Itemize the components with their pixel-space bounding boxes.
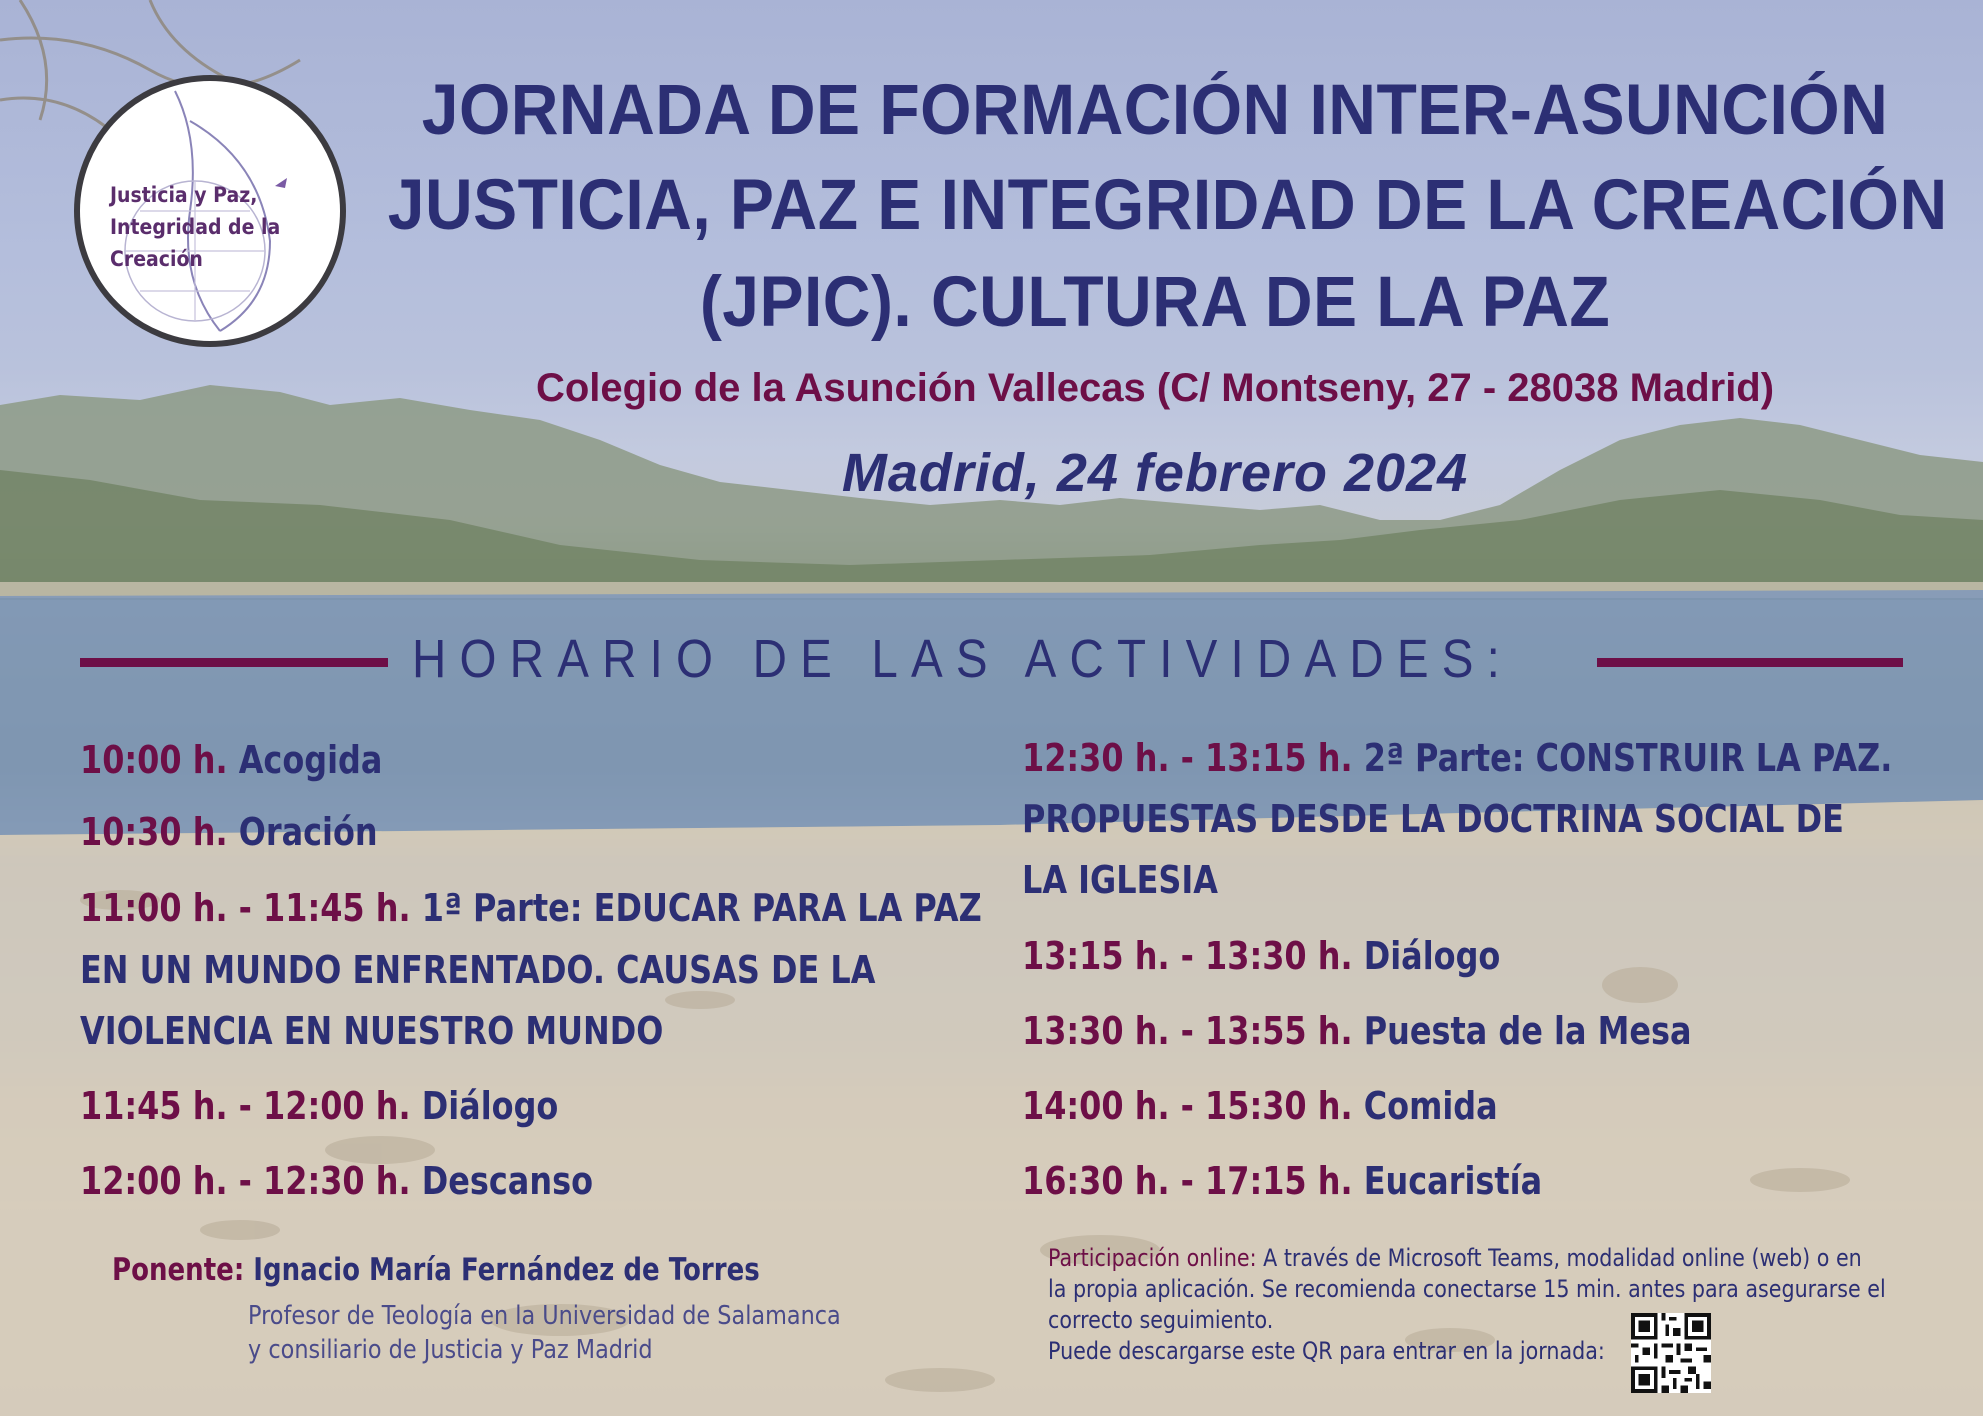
schedule-label-continued: LA IGLESIA <box>1022 858 1218 902</box>
schedule-label: 2ª Parte: CONSTRUIR LA PAZ. <box>1363 736 1893 780</box>
logo-text <box>110 179 280 275</box>
schedule-time: 11:00 h. - 11:45 h. <box>80 886 411 930</box>
schedule-time: 12:00 h. - 12:30 h. <box>80 1159 411 1203</box>
schedule-time: 16:30 h. - 17:15 h. <box>1022 1159 1353 1203</box>
online-line-1 <box>1048 1244 1862 1272</box>
schedule-label-continued: EN UN MUNDO ENFRENTADO. CAUSAS DE LA <box>80 948 876 992</box>
online-text-2: la propia aplicación. Se recomienda conectarse 15 min. antes para asegurarse el <box>1048 1275 1886 1303</box>
speaker-role-line-2: y consiliario de Justicia y Paz Madrid <box>248 1335 653 1365</box>
speaker-prefix: Ponente: <box>112 1252 245 1288</box>
schedule-item <box>1022 926 1500 987</box>
online-text-1: A través de Microsoft Teams, modalidad online (web) o en <box>1263 1244 1862 1272</box>
schedule-time: 10:30 h. <box>80 810 228 854</box>
schedule-time: 14:00 h. - 15:30 h. <box>1022 1084 1353 1128</box>
schedule-time: 13:15 h. - 13:30 h. <box>1022 934 1353 978</box>
schedule-label: Eucaristía <box>1363 1159 1543 1203</box>
schedule-label: Diálogo <box>1363 934 1501 978</box>
logo-line-1: Justicia y Paz, <box>110 183 258 207</box>
schedule-time: 12:30 h. - 13:15 h. <box>1022 736 1353 780</box>
schedule-item <box>80 878 982 939</box>
logo <box>74 75 346 347</box>
schedule-time: 11:45 h. - 12:00 h. <box>80 1084 411 1128</box>
title-line-1: JORNADA DE FORMACIÓN INTER-ASUNCIÓN <box>421 71 1889 150</box>
schedule-label-continued: PROPUESTAS DESDE LA DOCTRINA SOCIAL DE <box>1022 797 1844 841</box>
speaker-line <box>112 1252 760 1288</box>
speaker-name: Ignacio María Fernández de Torres <box>253 1252 760 1288</box>
schedule-time: 10:00 h. <box>80 738 228 782</box>
logo-line-2: Integridad de la <box>110 215 281 239</box>
title-line-3: (JPIC). CULTURA DE LA PAZ <box>699 263 1611 342</box>
schedule-item <box>1022 1151 1542 1212</box>
schedule-item <box>80 1076 558 1137</box>
schedule-item <box>80 730 382 791</box>
online-text-4: Puede descargarse este QR para entrar en la jornada: <box>1048 1337 1605 1365</box>
schedule-item <box>1022 1001 1692 1062</box>
schedule-label: Acogida <box>238 738 383 782</box>
title-line-2: JUSTICIA, PAZ E INTEGRIDAD DE LA CREACIÓN <box>387 166 1948 245</box>
venue: Colegio de la Asunción Vallecas (C/ Montseny, 27 - 28038 Madrid) <box>535 366 1775 410</box>
online-text-3: correcto seguimiento. <box>1048 1306 1274 1334</box>
schedule-label: Descanso <box>421 1159 594 1203</box>
schedule-label: Diálogo <box>421 1084 559 1128</box>
schedule-label-continued: VIOLENCIA EN NUESTRO MUNDO <box>80 1009 664 1053</box>
speaker-role-line-1: Profesor de Teología en la Universidad de Salamanca <box>248 1301 841 1331</box>
schedule-item <box>80 802 378 863</box>
qr-code[interactable] <box>1631 1313 1711 1393</box>
schedule-label: 1ª Parte: EDUCAR PARA LA PAZ <box>421 886 982 930</box>
heading-rule-right <box>1597 658 1903 667</box>
schedule-label: Oración <box>238 810 378 854</box>
schedule-item <box>1022 728 1892 789</box>
online-prefix: Participación online: <box>1048 1244 1257 1272</box>
logo-line-3: Creación <box>110 247 203 271</box>
event-date: Madrid, 24 febrero 2024 <box>841 443 1469 503</box>
schedule-label: Comida <box>1363 1084 1498 1128</box>
schedule-item <box>1022 1076 1498 1137</box>
schedule-label: Puesta de la Mesa <box>1363 1009 1692 1053</box>
schedule-heading: HORARIO DE LAS ACTIVIDADES: <box>412 629 1514 689</box>
heading-rule-left <box>80 658 388 667</box>
schedule-item <box>80 1151 593 1212</box>
schedule-time: 13:30 h. - 13:55 h. <box>1022 1009 1353 1053</box>
